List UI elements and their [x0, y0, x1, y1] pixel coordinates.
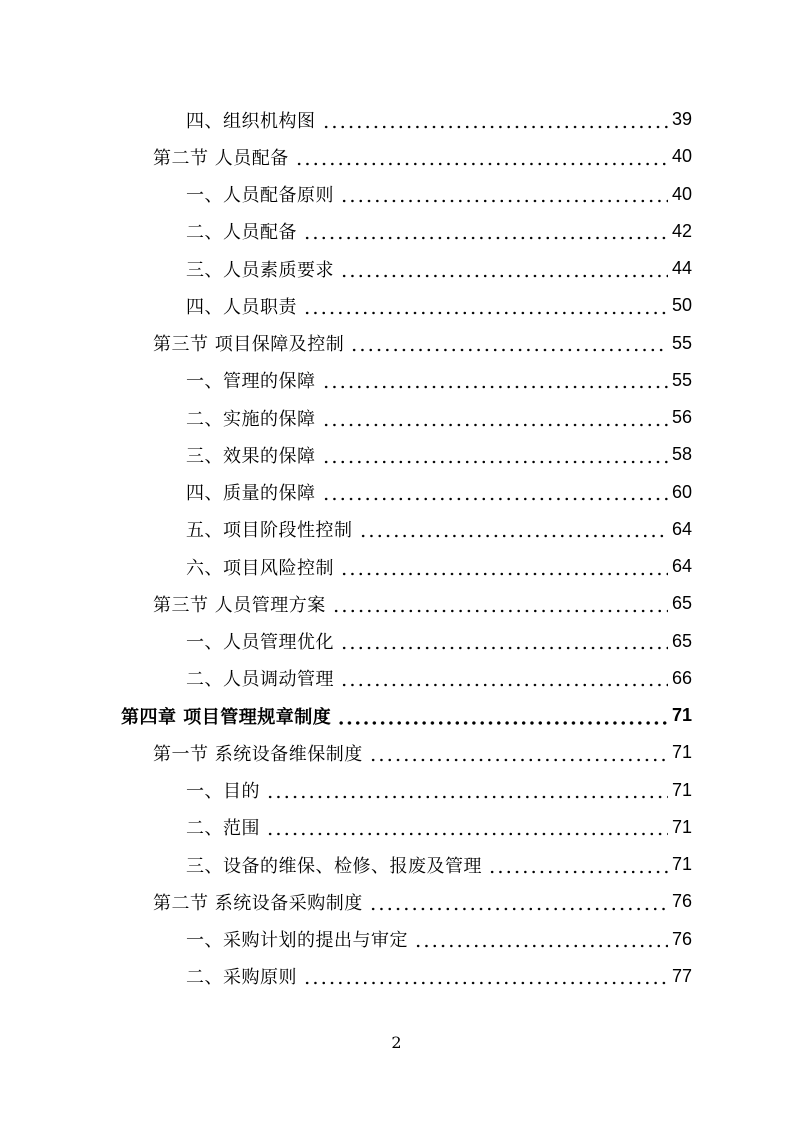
toc-subsection-entry[interactable]	[0, 436, 793, 473]
toc-dot-leader	[322, 483, 669, 501]
toc-dot-leader	[266, 818, 668, 836]
toc-dot-leader	[303, 297, 668, 315]
toc-entry-page: 58	[672, 444, 693, 465]
toc-entry-title: 二、范围	[186, 818, 260, 840]
toc-entry-page: 71	[672, 854, 693, 875]
toc-dot-leader	[337, 707, 668, 725]
toc-dot-leader	[340, 632, 668, 650]
toc-entry-page: 66	[672, 667, 693, 688]
toc-entry-page: 40	[672, 183, 693, 204]
toc-entry-page: 56	[672, 407, 693, 428]
toc-subsection-entry[interactable]	[0, 958, 793, 995]
toc-subsection-entry[interactable]	[0, 511, 793, 548]
toc-entry-page: 55	[672, 332, 693, 353]
toc-dot-leader	[322, 409, 669, 427]
toc-dot-leader	[340, 185, 668, 203]
toc-entry-title: 三、人员素质要求	[186, 259, 334, 281]
toc-entry-title: 第四章 项目管理规章制度	[121, 706, 332, 728]
toc-dot-leader	[303, 222, 668, 240]
toc-dot-leader	[369, 893, 668, 911]
toc-entry-title: 四、人员职责	[186, 296, 297, 318]
toc-section-entry[interactable]	[0, 325, 793, 362]
toc-entry-page: 40	[672, 146, 693, 167]
toc-subsection-entry[interactable]	[0, 772, 793, 809]
toc-section-entry[interactable]	[0, 585, 793, 622]
table-of-contents	[0, 101, 793, 995]
toc-subsection-entry[interactable]	[0, 362, 793, 399]
toc-subsection-entry[interactable]	[0, 399, 793, 436]
toc-entry-title: 第二节 系统设备采购制度	[153, 892, 363, 914]
toc-entry-page: 64	[672, 556, 693, 577]
toc-subsection-entry[interactable]	[0, 250, 793, 287]
toc-entry-page: 71	[672, 816, 693, 837]
toc-dot-leader	[340, 669, 668, 687]
toc-dot-leader	[266, 781, 668, 799]
toc-entry-page: 64	[672, 518, 693, 539]
toc-subsection-entry[interactable]	[0, 176, 793, 213]
toc-subsection-entry[interactable]	[0, 846, 793, 883]
toc-dot-leader	[332, 595, 668, 613]
toc-dot-leader	[322, 111, 669, 129]
toc-dot-leader	[369, 744, 668, 762]
toc-entry-title: 二、人员配备	[186, 222, 297, 244]
toc-dot-leader	[322, 371, 669, 389]
toc-entry-page: 77	[672, 965, 693, 986]
toc-entry-title: 一、人员管理优化	[186, 632, 334, 654]
toc-chapter-entry[interactable]	[0, 697, 793, 734]
toc-dot-leader	[303, 967, 668, 985]
toc-subsection-entry[interactable]	[0, 101, 793, 138]
toc-dot-leader	[340, 260, 668, 278]
toc-entry-title: 三、效果的保障	[186, 445, 316, 467]
toc-entry-title: 四、组织机构图	[186, 110, 316, 132]
toc-subsection-entry[interactable]	[0, 548, 793, 585]
toc-entry-page: 50	[672, 295, 693, 316]
toc-dot-leader	[414, 930, 668, 948]
toc-entry-title: 二、人员调动管理	[186, 669, 334, 691]
toc-entry-page: 65	[672, 593, 693, 614]
toc-dot-leader	[340, 558, 668, 576]
toc-entry-page: 71	[672, 779, 693, 800]
toc-section-entry[interactable]	[0, 138, 793, 175]
toc-subsection-entry[interactable]	[0, 921, 793, 958]
toc-subsection-entry[interactable]	[0, 623, 793, 660]
toc-subsection-entry[interactable]	[0, 809, 793, 846]
toc-subsection-entry[interactable]	[0, 287, 793, 324]
toc-entry-title: 第三节 人员管理方案	[153, 594, 326, 616]
toc-dot-leader	[350, 334, 668, 352]
page-number: 2	[391, 1033, 402, 1052]
toc-subsection-entry[interactable]	[0, 660, 793, 697]
toc-entry-page: 65	[672, 630, 693, 651]
toc-dot-leader	[488, 856, 668, 874]
toc-entry-title: 第二节 人员配备	[153, 147, 289, 169]
toc-entry-title: 二、采购原则	[186, 967, 297, 989]
toc-dot-leader	[295, 148, 668, 166]
toc-entry-page: 71	[672, 742, 693, 763]
toc-entry-title: 二、实施的保障	[186, 408, 316, 430]
toc-entry-title: 三、设备的维保、检修、报废及管理	[186, 855, 482, 877]
toc-entry-title: 一、采购计划的提出与审定	[186, 930, 408, 952]
toc-entry-page: 60	[672, 481, 693, 502]
toc-entry-title: 四、质量的保障	[186, 483, 316, 505]
toc-entry-title: 五、项目阶段性控制	[186, 520, 353, 542]
toc-entry-page: 39	[672, 109, 693, 130]
toc-entry-title: 第三节 项目保障及控制	[153, 334, 345, 356]
toc-entry-page: 55	[672, 369, 693, 390]
toc-entry-title: 一、目的	[186, 781, 260, 803]
toc-entry-page: 76	[672, 891, 693, 912]
toc-dot-leader	[322, 446, 669, 464]
toc-section-entry[interactable]	[0, 883, 793, 920]
toc-subsection-entry[interactable]	[0, 213, 793, 250]
toc-section-entry[interactable]	[0, 734, 793, 771]
toc-entry-page: 76	[672, 928, 693, 949]
toc-entry-title: 六、项目风险控制	[186, 557, 334, 579]
toc-subsection-entry[interactable]	[0, 474, 793, 511]
toc-entry-title: 一、管理的保障	[186, 371, 316, 393]
toc-entry-page: 44	[672, 258, 693, 279]
toc-dot-leader	[359, 520, 669, 538]
toc-entry-page: 71	[672, 705, 693, 726]
toc-entry-title: 一、人员配备原则	[186, 185, 334, 207]
toc-entry-title: 第一节 系统设备维保制度	[153, 743, 363, 765]
toc-entry-page: 42	[672, 220, 693, 241]
